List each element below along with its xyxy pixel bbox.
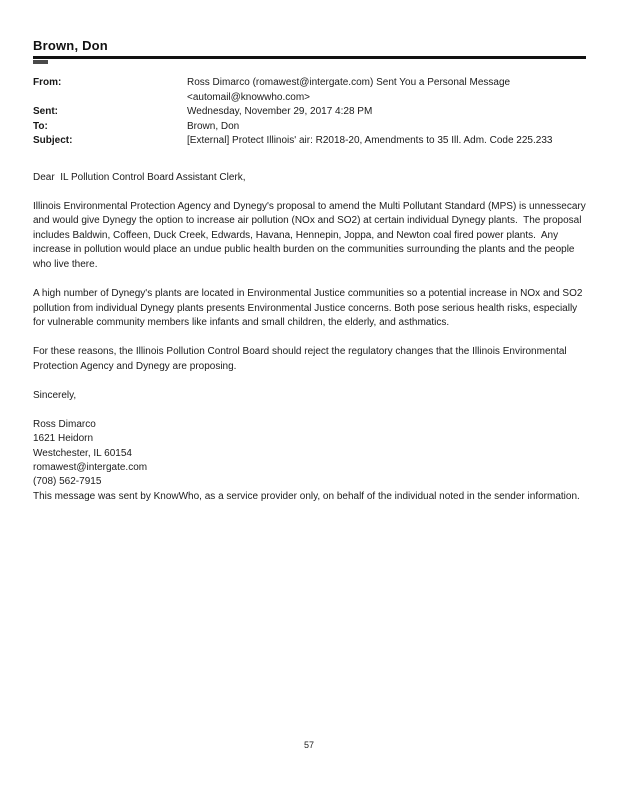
body-paragraph-1: Illinois Environmental Protection Agency and Dynegy's proposal to amend the Multi Pollutant Standard (MPS) is unnessecary and would give Dynegy the option to increase air pollution (NOx and SO2) at certain individual Dynegy plants. The proposal includes Baldwin, Coffeen, Duck Creek, Edwards, Havana, Hennepin, Joppa, and Newton coal fired power plants. Any increase in pollution would place an undue public health burden on the communities surrounding the plants and the people who live there. xyxy=(33,200,589,270)
scan-artifact xyxy=(33,60,48,64)
signature-phone: (708) 562-7915 xyxy=(33,476,102,488)
from-value: Ross Dimarco (romawest@intergate.com) Sent You a Personal Message <automail@knowwho.com> xyxy=(187,77,513,103)
meta-row-from xyxy=(33,76,586,105)
service-disclaimer: This message was sent by KnowWho, as a service provider only, on behalf of the individual noted in the sender information. xyxy=(33,490,580,502)
page-number: 57 xyxy=(303,740,314,750)
signature-email: romawest@intergate.com xyxy=(33,462,148,474)
salutation: Dear IL Pollution Control Board Assistant Clerk, xyxy=(33,171,246,183)
sent-label: Sent: xyxy=(33,106,58,117)
email-header-block xyxy=(33,76,586,149)
to-label: To: xyxy=(33,120,48,132)
subject-value: [External] Protect Illinois' air: R2018-20, Amendments to 35 Ill. Adm. Code 225.233 xyxy=(187,135,553,146)
body-paragraph-3: For these reasons, the Illinois Pollution Control Board should reject the regulatory changes that the Illinois Environmental Protection Agency and Dynegy are proposing. xyxy=(33,346,570,372)
sent-value: Wednesday, November 29, 2017 4:28 PM xyxy=(187,106,373,117)
signature-city: Westchester, IL 60154 xyxy=(33,447,132,459)
subject-label: Subject: xyxy=(33,135,73,146)
meta-row-sent xyxy=(33,105,586,120)
email-body xyxy=(33,171,589,505)
signature-street: 1621 Heidorn xyxy=(33,433,94,445)
title-divider-rule xyxy=(33,56,586,59)
meta-row-subject xyxy=(33,134,586,149)
page-content xyxy=(33,38,589,519)
from-label: From: xyxy=(33,77,62,88)
closing: Sincerely, xyxy=(33,390,77,402)
signature-name: Ross Dimarco xyxy=(33,419,96,431)
to-value: Brown, Don xyxy=(187,120,240,132)
signature-block xyxy=(33,418,586,489)
meta-row-to xyxy=(33,120,586,135)
recipient-title: Brown, Don xyxy=(33,38,108,53)
body-paragraph-2: A high number of Dynegy's plants are located in Environmental Justice communities so a potential increase in NOx and SO2 pollution from individual Dynegy plants presents Environmental Justice concerns. Both pose serious health risks, especially for vulnerable community members like infants and small children, the elderly, and asthmatics. xyxy=(33,288,586,329)
